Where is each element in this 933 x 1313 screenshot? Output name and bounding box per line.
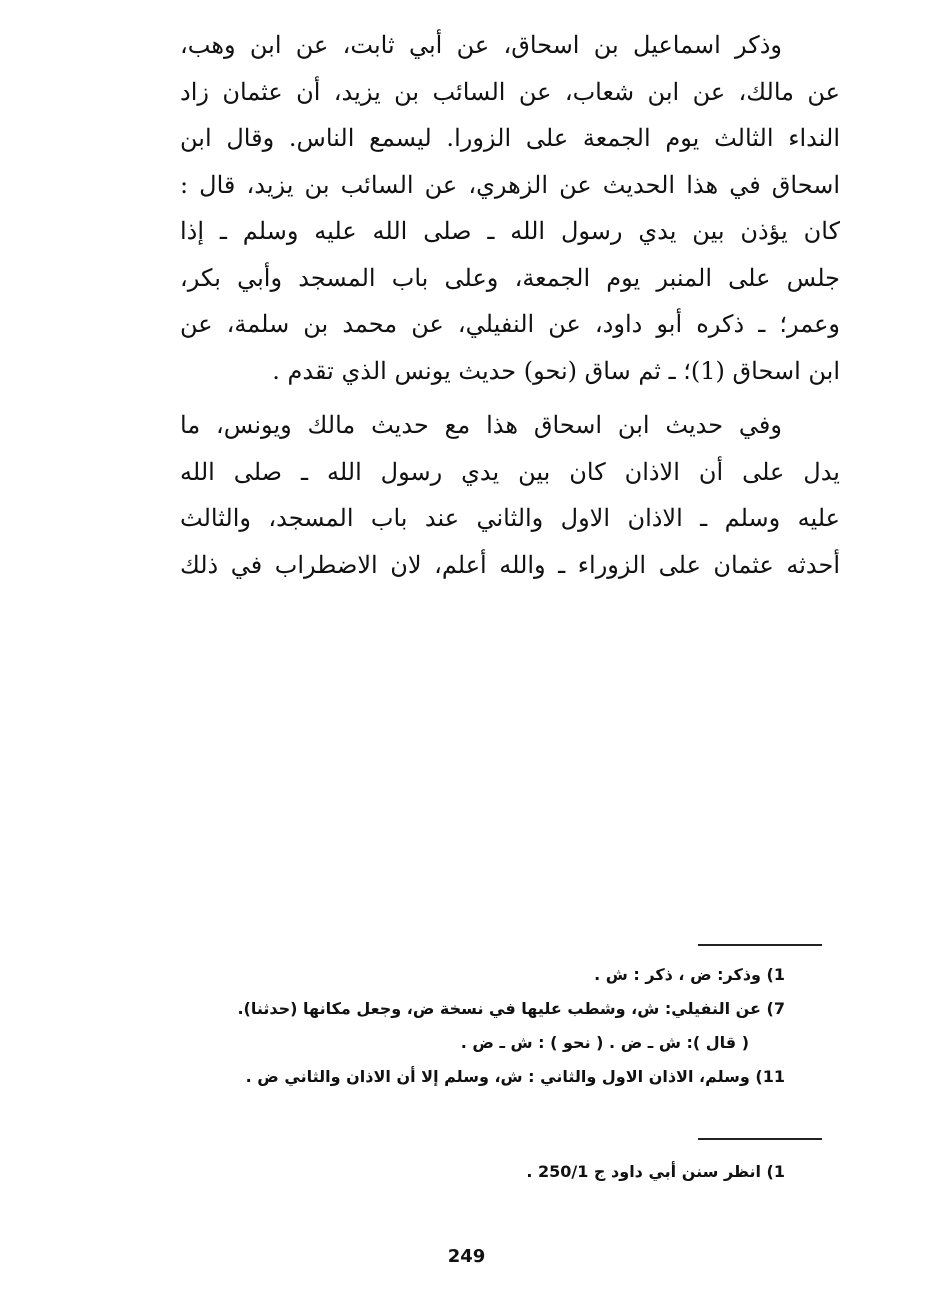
text-line: ابن اسحاق (1)؛ ـ ثم ساق (نحو) حديث يونس الذي تقدم . — [272, 356, 840, 385]
apparatus-notes — [180, 958, 785, 1094]
text-line: اسحاق في هذا الحديث عن الزهري، عن السائب بن يزيد، قال : — [180, 170, 840, 199]
text-line: جلس على المنبر يوم الجمعة، وعلى باب المسجد وأبي بكر، — [180, 263, 840, 292]
text-line: النداء الثالث يوم الجمعة على الزورا. ليسمع الناس. وقال ابن — [180, 124, 840, 152]
text-line: يدل على أن الاذان كان بين يدي رسول الله ـ صلى الله — [180, 457, 840, 486]
text-line: أحدثه عثمان على الزوراء ـ والله أعلم، لان الاضطراب في ذلك — [180, 550, 840, 579]
text-line: عن مالك، عن ابن شعاب، عن السائب بن يزيد، أن عثمان زاد — [180, 77, 840, 106]
text-line: عليه وسلم ـ الاذان الاول والثاني عند باب المسجد، والثالث — [180, 504, 840, 532]
reference-note: 1) انظر سنن أبي داود ج 250/1 . — [526, 1162, 785, 1181]
paragraph-2 — [180, 402, 840, 588]
apparatus-note: 1) وذكر: ض ، ذكر : ش . — [594, 965, 785, 984]
text-line: وعمر؛ ـ ذكره أبو داود، عن النفيلي، عن محمد بن سلمة، عن — [180, 310, 840, 338]
text-line: وذكر اسماعيل بن اسحاق، عن أبي ثابت، عن ابن وهب، — [180, 31, 782, 59]
paragraph-1 — [180, 22, 840, 394]
page-number: 249 — [447, 1246, 486, 1267]
apparatus-note: 11) وسلم، الاذان الاول والثاني : ش، وسلم إلا أن الاذان والثاني ض . — [245, 1067, 785, 1086]
footnote-separator — [698, 944, 822, 946]
main-text — [180, 22, 840, 588]
apparatus-note: 7) عن النفيلي: ش، وشطب عليها في نسخة ض، وجعل مكانها (حدثنا). — [237, 999, 785, 1018]
text-line: وفي حديث ابن اسحاق هذا مع حديث مالك ويونس، ما — [180, 411, 782, 439]
paragraph-gap — [180, 394, 840, 402]
reference-notes — [180, 1155, 785, 1189]
text-line: كان يؤذن بين يدي رسول الله ـ صلى الله عليه وسلم ـ إذا — [180, 217, 840, 245]
reference-separator — [698, 1138, 822, 1140]
apparatus-note: ( قال ): ش ـ ض . ( نحو ) : ش ـ ض . — [460, 1033, 749, 1052]
